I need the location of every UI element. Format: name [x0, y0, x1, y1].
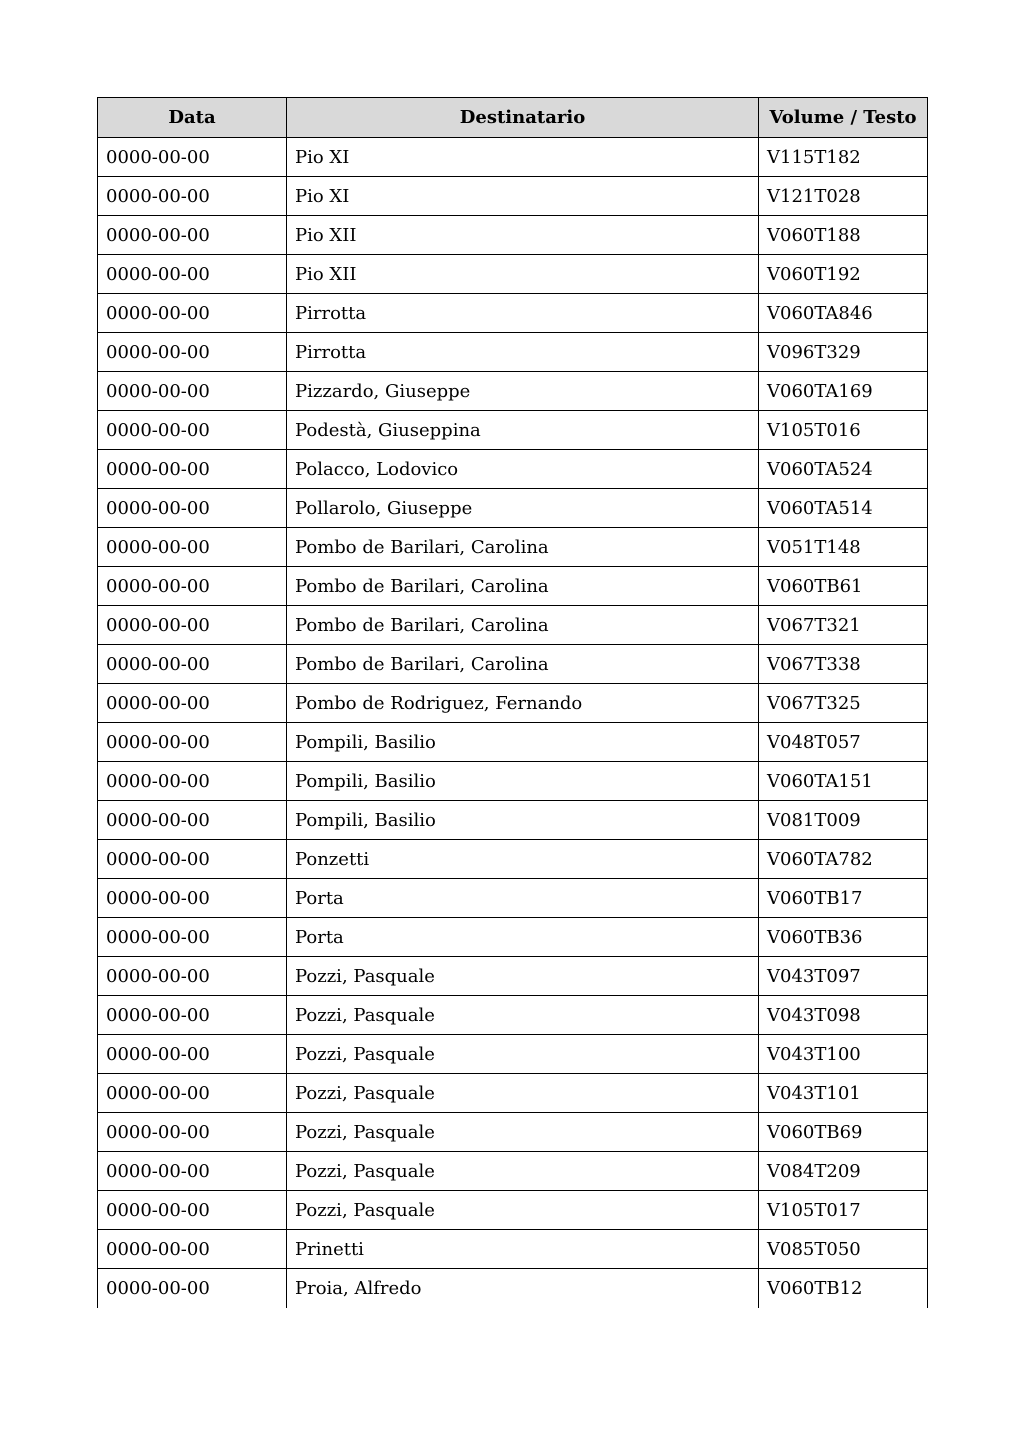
table-row — [98, 996, 928, 1035]
cell-recipient: Pombo de Barilari, Carolina — [287, 528, 759, 567]
table-row — [98, 294, 928, 333]
cell-recipient: Pirrotta — [287, 294, 759, 333]
cell-recipient: Pio XI — [287, 138, 759, 177]
cell-date: 0000-00-00 — [98, 1074, 287, 1113]
table-row — [98, 216, 928, 255]
cell-recipient: Pio XII — [287, 216, 759, 255]
cell-volume-text: V060TB12 — [759, 1269, 928, 1308]
cell-date: 0000-00-00 — [98, 567, 287, 606]
table-row — [98, 1230, 928, 1269]
cell-volume-text: V060TA169 — [759, 372, 928, 411]
cell-volume-text: V096T329 — [759, 333, 928, 372]
cell-volume-text: V060TB69 — [759, 1113, 928, 1152]
table-row — [98, 840, 928, 879]
table-row — [98, 333, 928, 372]
table-row — [98, 762, 928, 801]
cell-date: 0000-00-00 — [98, 918, 287, 957]
cell-recipient: Pio XII — [287, 255, 759, 294]
cell-date: 0000-00-00 — [98, 294, 287, 333]
cell-date: 0000-00-00 — [98, 762, 287, 801]
cell-volume-text: V048T057 — [759, 723, 928, 762]
cell-volume-text: V060TB61 — [759, 567, 928, 606]
table-row — [98, 1269, 928, 1308]
cell-volume-text: V085T050 — [759, 1230, 928, 1269]
table-row — [98, 450, 928, 489]
cell-recipient: Pompili, Basilio — [287, 762, 759, 801]
cell-volume-text: V060TA782 — [759, 840, 928, 879]
cell-volume-text: V067T321 — [759, 606, 928, 645]
cell-volume-text: V060T188 — [759, 216, 928, 255]
cell-volume-text: V060T192 — [759, 255, 928, 294]
cell-recipient: Ponzetti — [287, 840, 759, 879]
cell-date: 0000-00-00 — [98, 996, 287, 1035]
cell-date: 0000-00-00 — [98, 450, 287, 489]
table-row — [98, 372, 928, 411]
cell-recipient: Podestà, Giuseppina — [287, 411, 759, 450]
table-row — [98, 1035, 928, 1074]
cell-volume-text: V043T098 — [759, 996, 928, 1035]
header-destinatario: Destinatario — [287, 98, 759, 138]
cell-recipient: Pozzi, Pasquale — [287, 996, 759, 1035]
cell-recipient: Pombo de Barilari, Carolina — [287, 567, 759, 606]
cell-recipient: Pompili, Basilio — [287, 801, 759, 840]
table-row — [98, 1191, 928, 1230]
cell-date: 0000-00-00 — [98, 138, 287, 177]
table-row — [98, 411, 928, 450]
cell-recipient: Pozzi, Pasquale — [287, 1074, 759, 1113]
cell-volume-text: V105T017 — [759, 1191, 928, 1230]
cell-recipient: Pombo de Barilari, Carolina — [287, 606, 759, 645]
table-row — [98, 645, 928, 684]
cell-date: 0000-00-00 — [98, 177, 287, 216]
cell-volume-text: V115T182 — [759, 138, 928, 177]
cell-date: 0000-00-00 — [98, 528, 287, 567]
cell-date: 0000-00-00 — [98, 1113, 287, 1152]
cell-date: 0000-00-00 — [98, 1035, 287, 1074]
cell-recipient: Pompili, Basilio — [287, 723, 759, 762]
table-row — [98, 606, 928, 645]
header-data: Data — [98, 98, 287, 138]
cell-volume-text: V043T100 — [759, 1035, 928, 1074]
cell-recipient: Pozzi, Pasquale — [287, 1035, 759, 1074]
cell-date: 0000-00-00 — [98, 333, 287, 372]
cell-date: 0000-00-00 — [98, 411, 287, 450]
table-row — [98, 684, 928, 723]
table-body — [98, 138, 928, 1308]
cell-recipient: Pizzardo, Giuseppe — [287, 372, 759, 411]
table-row — [98, 723, 928, 762]
cell-date: 0000-00-00 — [98, 1230, 287, 1269]
cell-volume-text: V043T101 — [759, 1074, 928, 1113]
cell-volume-text: V060TA514 — [759, 489, 928, 528]
cell-date: 0000-00-00 — [98, 1191, 287, 1230]
cell-date: 0000-00-00 — [98, 255, 287, 294]
cell-recipient: Pozzi, Pasquale — [287, 1113, 759, 1152]
cell-date: 0000-00-00 — [98, 372, 287, 411]
cell-date: 0000-00-00 — [98, 606, 287, 645]
cell-date: 0000-00-00 — [98, 216, 287, 255]
cell-recipient: Pollarolo, Giuseppe — [287, 489, 759, 528]
table-row — [98, 138, 928, 177]
header-volume-testo: Volume / Testo — [759, 98, 928, 138]
table-row — [98, 528, 928, 567]
table-row — [98, 801, 928, 840]
cell-volume-text: V105T016 — [759, 411, 928, 450]
cell-recipient: Pombo de Rodriguez, Fernando — [287, 684, 759, 723]
table-row — [98, 1152, 928, 1191]
cell-recipient: Pio XI — [287, 177, 759, 216]
cell-recipient: Pozzi, Pasquale — [287, 957, 759, 996]
cell-recipient: Pombo de Barilari, Carolina — [287, 645, 759, 684]
cell-volume-text: V084T209 — [759, 1152, 928, 1191]
cell-volume-text: V081T009 — [759, 801, 928, 840]
cell-recipient: Porta — [287, 879, 759, 918]
cell-recipient: Porta — [287, 918, 759, 957]
cell-recipient: Proia, Alfredo — [287, 1269, 759, 1308]
cell-recipient: Pozzi, Pasquale — [287, 1152, 759, 1191]
cell-date: 0000-00-00 — [98, 723, 287, 762]
table-header-row — [98, 98, 928, 138]
cell-date: 0000-00-00 — [98, 684, 287, 723]
table-row — [98, 567, 928, 606]
cell-recipient: Prinetti — [287, 1230, 759, 1269]
letters-table — [97, 97, 928, 1308]
table-row — [98, 879, 928, 918]
table-row — [98, 1113, 928, 1152]
table-row — [98, 957, 928, 996]
cell-volume-text: V067T325 — [759, 684, 928, 723]
cell-volume-text: V060TA846 — [759, 294, 928, 333]
cell-volume-text: V051T148 — [759, 528, 928, 567]
cell-volume-text: V060TA524 — [759, 450, 928, 489]
cell-date: 0000-00-00 — [98, 840, 287, 879]
cell-recipient: Pozzi, Pasquale — [287, 1191, 759, 1230]
table-row — [98, 489, 928, 528]
cell-volume-text: V060TB17 — [759, 879, 928, 918]
table-row — [98, 177, 928, 216]
cell-date: 0000-00-00 — [98, 879, 287, 918]
cell-volume-text: V121T028 — [759, 177, 928, 216]
cell-volume-text: V060TB36 — [759, 918, 928, 957]
cell-date: 0000-00-00 — [98, 801, 287, 840]
cell-volume-text: V060TA151 — [759, 762, 928, 801]
table-row — [98, 255, 928, 294]
table-row — [98, 1074, 928, 1113]
cell-volume-text: V043T097 — [759, 957, 928, 996]
cell-recipient: Pirrotta — [287, 333, 759, 372]
cell-date: 0000-00-00 — [98, 489, 287, 528]
cell-date: 0000-00-00 — [98, 645, 287, 684]
cell-date: 0000-00-00 — [98, 1152, 287, 1191]
cell-date: 0000-00-00 — [98, 1269, 287, 1308]
cell-volume-text: V067T338 — [759, 645, 928, 684]
cell-date: 0000-00-00 — [98, 957, 287, 996]
cell-recipient: Polacco, Lodovico — [287, 450, 759, 489]
table-row — [98, 918, 928, 957]
